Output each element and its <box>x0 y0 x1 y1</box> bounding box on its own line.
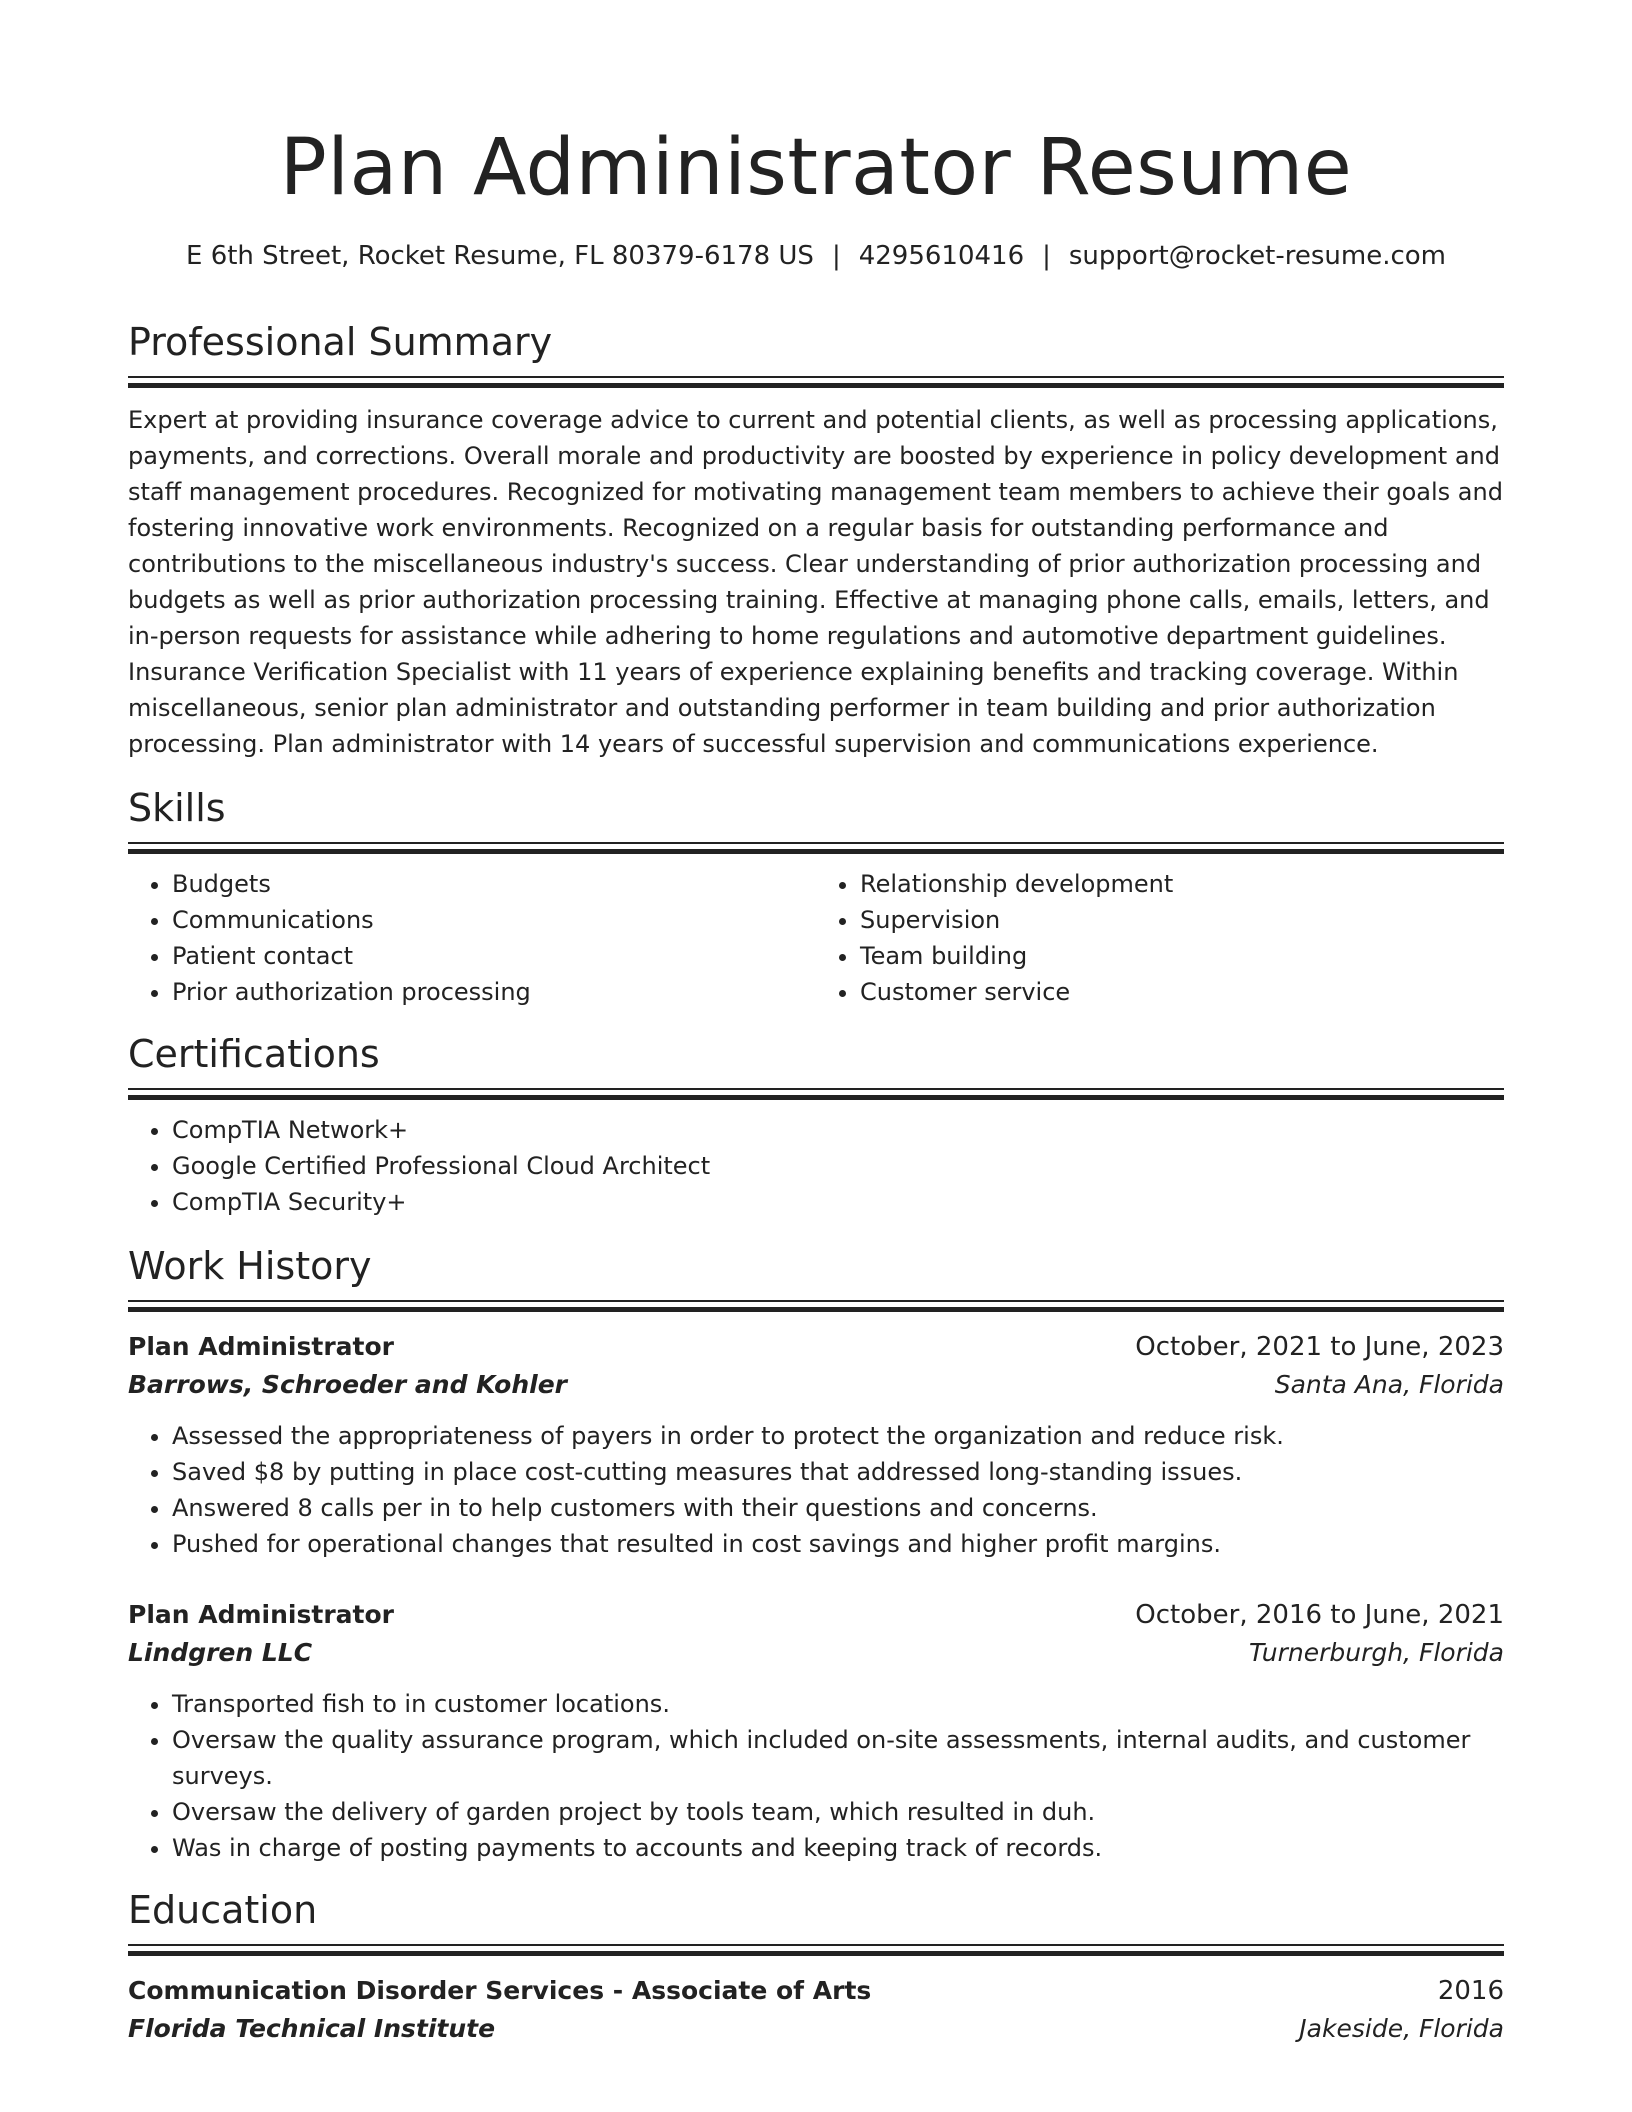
certifications-heading: Certifications <box>128 1032 380 1076</box>
section-divider <box>128 376 1504 388</box>
work-history-heading: Work History <box>128 1244 372 1288</box>
summary-text: Expert at providing insurance coverage advice to current and potential clients, as well as processing applications, payments, and corrections. Overall morale and productivity are boosted by experience in policy development and staff management procedures. Recognized for motivating management team members to achieve their goals and fostering innovative work environments. Recognized on a regular basis for outstanding performance and contributions to the miscellaneous industry's success. Clear understanding of prior authorization processing and budgets as well as prior authorization processing training. Effective at managing phone calls, emails, letters, and in-person requests for assistance while adhering to home regulations and automotive department guidelines. Insurance Verification Specialist with 11 years of experience explaining benefits and tracking coverage. Within miscellaneous, senior plan administrator and outstanding performer in team building and prior authorization processing. Plan administrator with 14 years of successful supervision and communications experience. <box>128 406 1503 758</box>
job-dates: October, 2021 to June, 2023 <box>1135 1332 1504 1362</box>
contact-phone: 4295610416 <box>858 241 1025 271</box>
job-bullet: • Transported fish to in customer locations. <box>172 1686 1504 1722</box>
contact-separator: | <box>1042 241 1051 271</box>
summary-section <box>128 318 1504 762</box>
job-location: Turnerburgh, Florida <box>1248 1638 1504 1667</box>
skill-item: • Patient contact <box>172 938 816 974</box>
certification-item: • CompTIA Security+ <box>172 1184 1504 1220</box>
skill-item: • Prior authorization processing <box>172 974 816 1010</box>
job-subheader <box>128 1634 1504 1672</box>
skill-item: • Relationship development <box>860 866 1504 902</box>
contact-email: support@rocket-resume.com <box>1068 241 1446 271</box>
section-divider <box>128 1088 1504 1100</box>
section-divider <box>128 1944 1504 1956</box>
education-subheader <box>128 2010 1504 2048</box>
education-entry <box>128 1972 1504 2048</box>
job-bullets <box>128 1418 1504 1562</box>
job-bullet: • Oversaw the quality assurance program, which included on-site assessments, internal audits, and customer surveys. <box>172 1722 1504 1794</box>
job-bullet: • Pushed for operational changes that resulted in cost savings and higher profit margins. <box>172 1526 1504 1562</box>
education-year: 2016 <box>1437 1976 1504 2006</box>
certification-item: • CompTIA Network+ <box>172 1112 1504 1148</box>
contact-line <box>128 238 1504 274</box>
job-title: Plan Administrator <box>128 1332 394 1361</box>
skill-item: • Supervision <box>860 902 1504 938</box>
education-header <box>128 1972 1504 2010</box>
skill-item: • Customer service <box>860 974 1504 1010</box>
resume-title: Plan Administrator Resume <box>279 123 1353 213</box>
job-header <box>128 1328 1504 1366</box>
job-subheader <box>128 1366 1504 1404</box>
job-bullet: • Assessed the appropriateness of payers in order to protect the organization and reduce risk. <box>172 1418 1504 1454</box>
skill-item: • Team building <box>860 938 1504 974</box>
skill-item: • Budgets <box>172 866 816 902</box>
job-bullets <box>128 1686 1504 1866</box>
job-bullet: • Saved $8 by putting in place cost-cutting measures that addressed long-standing issues. <box>172 1454 1504 1490</box>
contact-address: E 6th Street, Rocket Resume, FL 80379-6178 US <box>186 241 814 271</box>
work-history-section <box>128 1242 1504 1866</box>
education-section <box>128 1886 1504 2048</box>
skills-column-left <box>128 866 816 1010</box>
certification-item: • Google Certified Professional Cloud Architect <box>172 1148 1504 1184</box>
education-school: Florida Technical Institute <box>128 2014 496 2043</box>
job-entry <box>128 1596 1504 1866</box>
job-title: Plan Administrator <box>128 1600 394 1629</box>
education-location: Jakeside, Florida <box>1299 2014 1504 2043</box>
education-degree: Communication Disorder Services - Associate of Arts <box>128 1976 872 2005</box>
skills-section <box>128 784 1504 1010</box>
job-bullet: • Was in charge of posting payments to accounts and keeping track of records. <box>172 1830 1504 1866</box>
job-bullet: • Answered 8 calls per in to help customers with their questions and concerns. <box>172 1490 1504 1526</box>
certifications-list <box>128 1112 1504 1220</box>
job-company: Lindgren LLC <box>128 1638 313 1667</box>
section-divider <box>128 1300 1504 1312</box>
job-location: Santa Ana, Florida <box>1274 1370 1504 1399</box>
summary-heading: Professional Summary <box>128 320 553 364</box>
skill-item: • Communications <box>172 902 816 938</box>
education-heading: Education <box>128 1888 318 1932</box>
certifications-section <box>128 1030 1504 1220</box>
job-company: Barrows, Schroeder and Kohler <box>128 1370 568 1399</box>
section-divider <box>128 842 1504 854</box>
skills-grid <box>128 866 1504 1010</box>
job-header <box>128 1596 1504 1634</box>
job-dates: October, 2016 to June, 2021 <box>1135 1600 1504 1630</box>
skills-column-right <box>816 866 1504 1010</box>
skills-heading: Skills <box>128 786 226 830</box>
job-bullet: • Oversaw the delivery of garden project by tools team, which resulted in duh. <box>172 1794 1504 1830</box>
contact-separator: | <box>831 241 841 271</box>
job-entry <box>128 1328 1504 1562</box>
